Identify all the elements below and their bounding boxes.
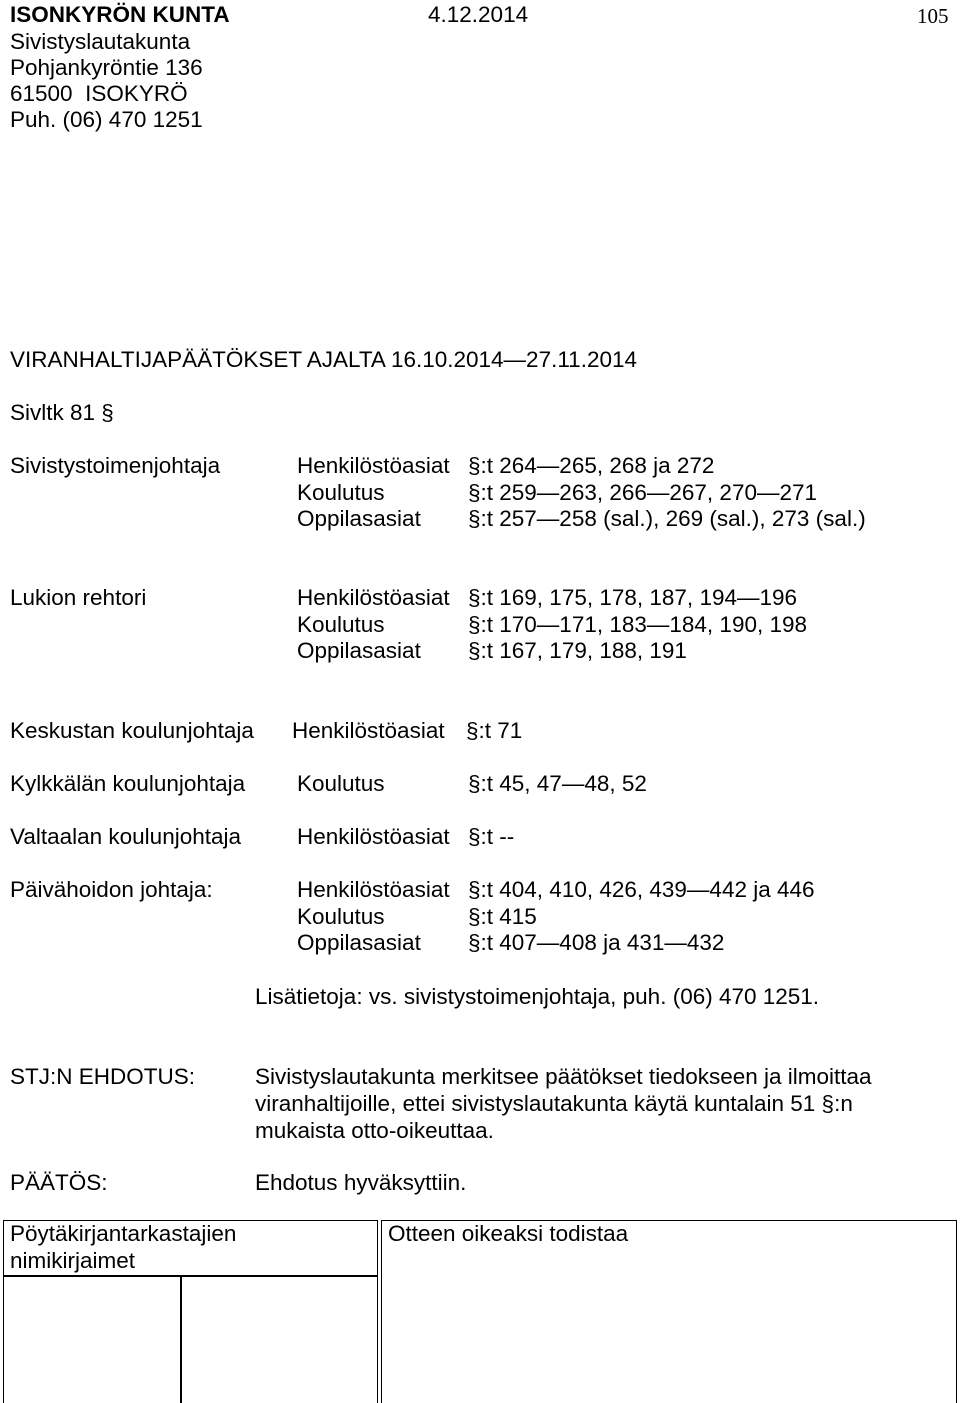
more-info-note: Lisätietoja: vs. sivistystoimenjohtaja, puh. (06) 470 1251. bbox=[255, 984, 820, 1009]
decision-refs: §:t 170—171, 183—184, 190, 198 bbox=[468, 612, 808, 637]
proposal-text-line: Sivistyslautakunta merkitsee päätökset tiedokseen ja ilmoittaa bbox=[255, 1064, 872, 1089]
address-line: 61500 ISOKYRÖ bbox=[10, 81, 188, 106]
minutes-checkers-label: nimikirjaimet bbox=[10, 1248, 136, 1273]
address-line: Pohjankyröntie 136 bbox=[10, 55, 203, 80]
address-line: Puh. (06) 470 1251 bbox=[10, 107, 203, 132]
page-number: 105 bbox=[917, 4, 949, 28]
proposal-text-line: mukaista otto-oikeuttaa. bbox=[255, 1118, 494, 1143]
decision-topic: Henkilöstöasiat bbox=[297, 453, 450, 478]
decision-topic: Oppilasasiat bbox=[297, 638, 421, 663]
decision-refs: §:t 415 bbox=[468, 904, 537, 929]
section-reference: Sivltk 81 § bbox=[10, 400, 114, 425]
official-role: Valtaalan koulunjohtaja bbox=[10, 824, 242, 849]
decision-topic: Koulutus bbox=[297, 904, 385, 929]
official-role: Kylkkälän koulunjohtaja bbox=[10, 771, 246, 796]
official-role: Sivistystoimenjohtaja bbox=[10, 453, 221, 478]
proposal-text-line: viranhaltijoille, ettei sivistyslautakunta käytä kuntalain 51 §:n bbox=[255, 1091, 853, 1116]
signature-cell-divider bbox=[3, 1275, 378, 1277]
decision-topic: Oppilasasiat bbox=[297, 506, 421, 531]
address-line: Sivistyslautakunta bbox=[10, 29, 191, 54]
minutes-checkers-label: Pöytäkirjantarkastajien bbox=[10, 1221, 237, 1246]
decision-topic: Henkilöstöasiat bbox=[297, 877, 450, 902]
decision-label: PÄÄTÖS: bbox=[10, 1170, 108, 1195]
decision-refs: §:t 407—408 ja 431—432 bbox=[468, 930, 725, 955]
decision-topic: Koulutus bbox=[297, 771, 385, 796]
official-role: Lukion rehtori bbox=[10, 585, 147, 610]
decision-topic: Oppilasasiat bbox=[297, 930, 421, 955]
decision-refs: §:t -- bbox=[468, 824, 515, 849]
document-title: VIRANHALTIJAPÄÄTÖKSET AJALTA 16.10.2014—27.11.2014 bbox=[10, 347, 638, 372]
decision-refs: §:t 257—258 (sal.), 269 (sal.), 273 (sal.) bbox=[468, 506, 866, 531]
decision-text: Ehdotus hyväksyttiin. bbox=[255, 1170, 467, 1195]
signature-table-right-cell bbox=[381, 1220, 957, 1403]
decision-refs: §:t 259—263, 266—267, 270—271 bbox=[468, 480, 818, 505]
municipality-name: ISONKYRÖN KUNTA bbox=[10, 2, 230, 27]
decision-refs: §:t 404, 410, 426, 439—442 ja 446 bbox=[468, 877, 815, 902]
official-role: Keskustan koulunjohtaja bbox=[10, 718, 254, 743]
decision-refs: §:t 169, 175, 178, 187, 194—196 bbox=[468, 585, 798, 610]
decision-topic: Koulutus bbox=[297, 612, 385, 637]
decision-topic: Koulutus bbox=[297, 480, 385, 505]
official-role: Päivähoidon johtaja: bbox=[10, 877, 213, 902]
decision-topic: Henkilöstöasiat bbox=[297, 585, 450, 610]
decision-refs: §:t 167, 179, 188, 191 bbox=[468, 638, 687, 663]
proposal-label: STJ:N EHDOTUS: bbox=[10, 1064, 196, 1089]
decision-refs: §:t 264—265, 268 ja 272 bbox=[468, 453, 715, 478]
decision-topic: Henkilöstöasiat bbox=[292, 718, 445, 743]
decision-topic: Henkilöstöasiat bbox=[297, 824, 450, 849]
signature-cell-divider bbox=[180, 1275, 182, 1403]
certified-copy-label: Otteen oikeaksi todistaa bbox=[388, 1221, 629, 1246]
decision-refs: §:t 71 bbox=[466, 718, 523, 743]
document-date: 4.12.2014 bbox=[428, 2, 529, 27]
decision-refs: §:t 45, 47—48, 52 bbox=[468, 771, 647, 796]
